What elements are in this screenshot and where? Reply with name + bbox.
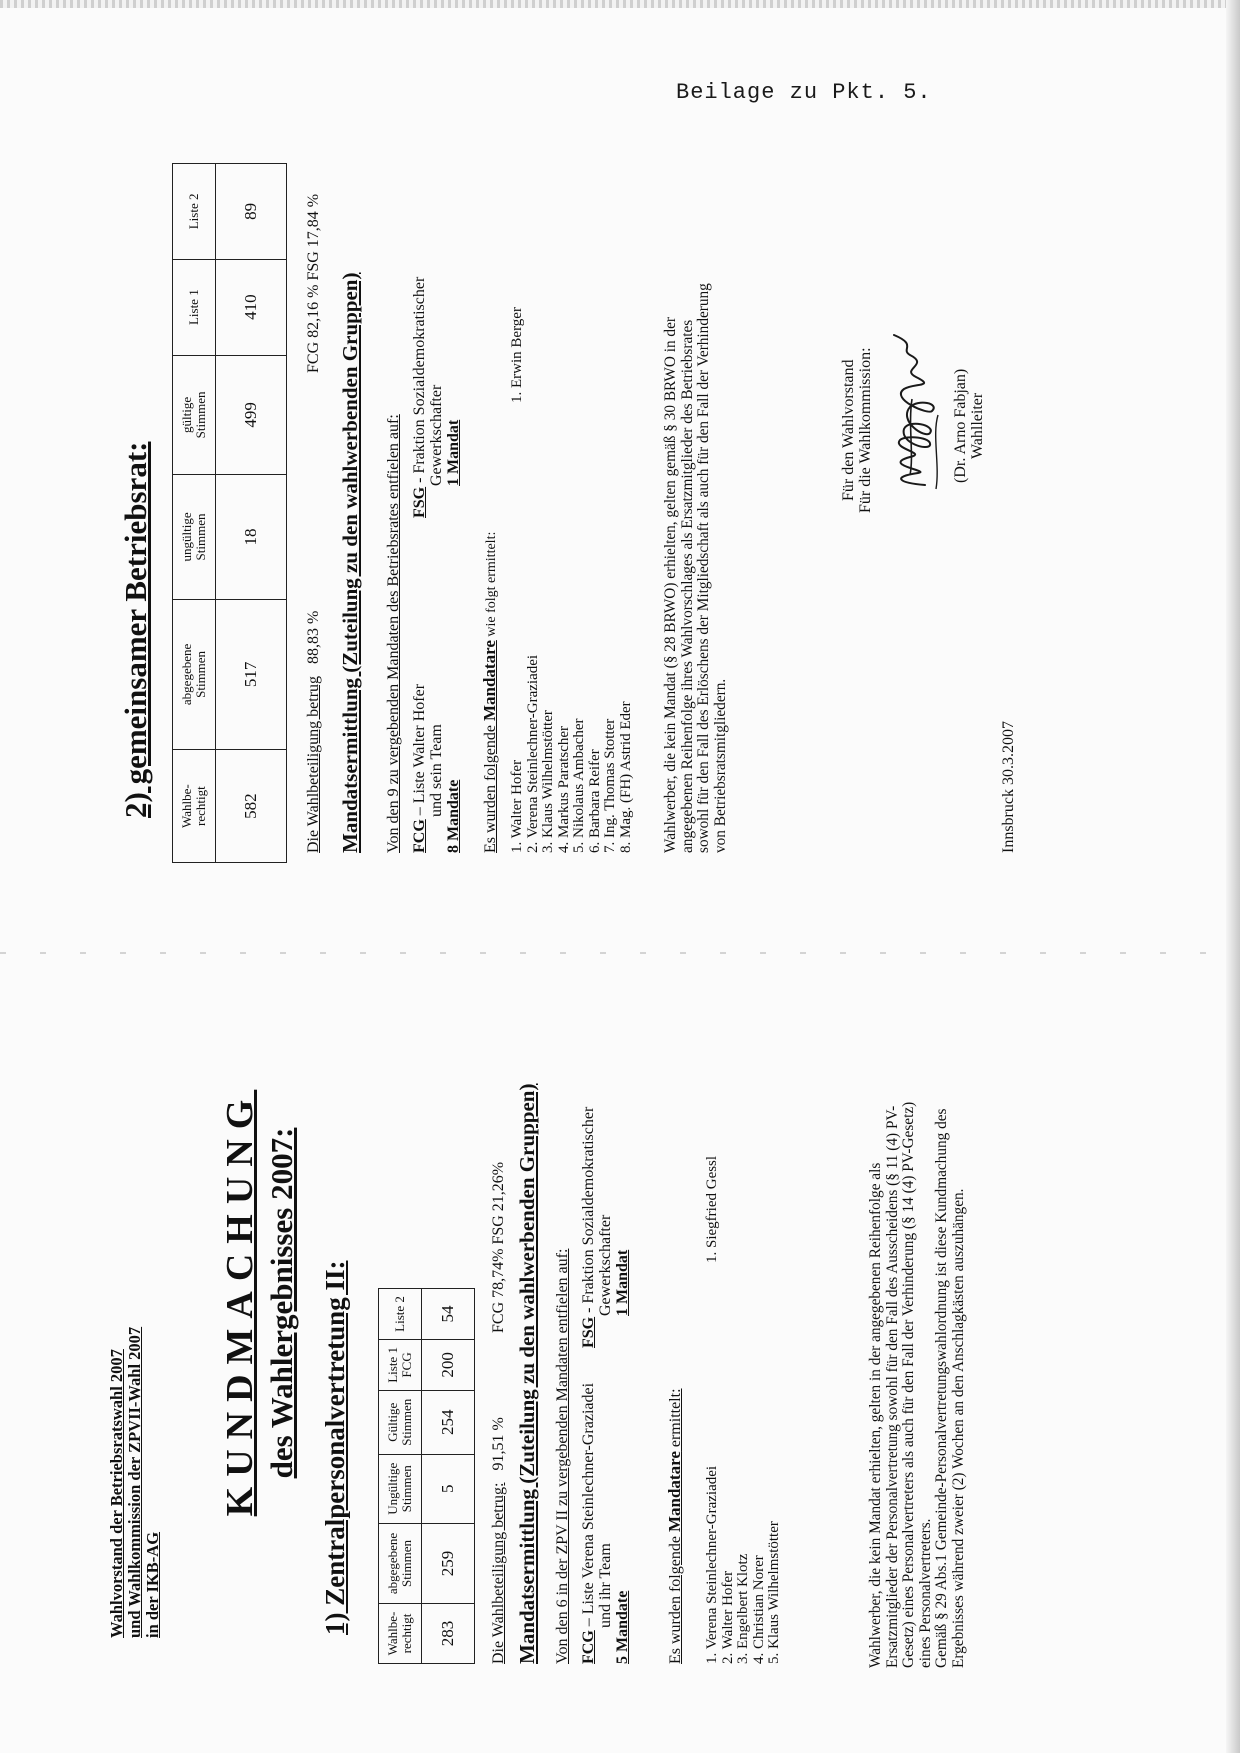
header-cell: ungültige Stimmen	[179, 512, 208, 562]
header-cell: Wahlbe- rechtigt	[179, 784, 208, 828]
br-turnout	[305, 611, 323, 853]
value-cell: 89	[216, 164, 287, 260]
header-cell: Liste 2	[186, 193, 201, 230]
value-cell: 5	[422, 1454, 475, 1523]
list-item: 7. Ing. Thomas Stotter	[602, 718, 618, 853]
list-item: 1. Siegfried Gessl	[704, 1155, 720, 1263]
zpv-fsg-list	[705, 1156, 721, 1263]
signer-block	[952, 369, 986, 483]
col-eligible	[379, 1604, 422, 1664]
br-mandate-intro: Von den 9 zu vergebenden Mandaten des Betriebsrates entfielen auf:	[385, 414, 402, 853]
sign-for-1: Für den Wahlvorstand	[840, 359, 857, 501]
col-valid	[379, 1390, 422, 1454]
col-eligible	[173, 750, 216, 863]
br-results-table	[172, 163, 287, 863]
zpv-mandate-intro: Von den 6 in der ZPV II zu vergebenden Mandaten entfielen auf:	[554, 1248, 571, 1664]
list-item: 8. Mag. (FH) Astrid Eder	[617, 701, 634, 853]
place-date: Innsbruck 30.3.2007	[1000, 721, 1017, 853]
col-cast	[379, 1523, 422, 1603]
party-abbr: FSG	[411, 486, 428, 518]
signer-name: (Dr. Arno Fabjan)	[952, 368, 969, 483]
zpv-heading: 1) Zentralpersonalvertretung II:	[320, 1260, 350, 1635]
col-invalid	[173, 475, 216, 599]
table-header-row	[173, 164, 216, 863]
list-item: 2. Verena Steinlechner-Graziadei	[524, 654, 541, 853]
value-cell: 582	[216, 750, 287, 863]
header-cell: abgegebene Stimmen	[385, 1532, 414, 1595]
intro-c: wie folgt ermittelt:	[484, 531, 499, 641]
intro-a: Es wurden folgende	[482, 721, 499, 853]
party-name: – Liste Walter Hofer	[411, 683, 428, 820]
intro-c: ermittelt:	[667, 1388, 684, 1452]
value-cell: 18	[216, 475, 287, 599]
attachment-stamp: Beilage zu Pkt. 5.	[676, 80, 932, 105]
party-abbr: FSG	[580, 1316, 597, 1348]
table-header-row	[379, 1289, 422, 1664]
value-cell: 54	[422, 1289, 475, 1340]
party-mandates: 5 Mandate	[614, 1590, 631, 1664]
document-subtitle: des Wahlergebnisses 2007:	[264, 1127, 299, 1479]
header-cell: Liste 1 FCG	[385, 1347, 414, 1383]
zpv-fsg-block	[580, 1107, 631, 1348]
party-name: - Fraktion Sozialdemokratischer	[580, 1106, 597, 1317]
list-item: 6. Barbara Reifer	[586, 749, 603, 853]
value-cell: 254	[422, 1390, 475, 1454]
turnout-label: Die Wahlbeteiligung betrug	[305, 675, 322, 853]
organizer-line-2: und Wahlkommission der ZPVII-Wahl 2007	[125, 1326, 144, 1638]
list-item: 1. Erwin Berger	[509, 307, 525, 403]
footnote-line: angegebenen Reihenfolge ihres Wahlvorschlages als Ersatzmitglieder des Betriebsrates	[678, 319, 696, 853]
col-list-2	[173, 164, 216, 260]
br-shares: FCG 82,16 % FSG 17,84 %	[305, 193, 322, 373]
organizer-line-3: in der IKB-AG	[143, 1531, 162, 1638]
col-list-1	[379, 1339, 422, 1390]
table-row	[422, 1289, 475, 1664]
list-item: 1. Verena Steinlechner-Graziadei	[704, 1465, 720, 1664]
header-cell: Wahlbe- rechtigt	[385, 1611, 414, 1656]
turnout-value: 88,83 %	[305, 610, 322, 664]
turnout-label: Die Wahlbeteiligung betrug:	[490, 1482, 507, 1664]
document-title: KUNDMACHUNG	[219, 1089, 261, 1517]
zpv-fcg-block	[580, 1383, 631, 1664]
zpv-shares: FCG 78,74% FSG 21,26%	[490, 1161, 507, 1333]
footnote-line: Gesetz) eines Personalvertreters als auch für den Fall der Verhinderung (§ 14 (4) PV-Gesetz)	[900, 1101, 918, 1668]
party-name-2: und sein Team	[428, 724, 445, 817]
col-list-1	[173, 259, 216, 355]
signer-role: Wahlleiter	[969, 392, 986, 460]
party-name-2: Gewerkschafter	[428, 384, 445, 486]
value-cell: 200	[422, 1339, 475, 1390]
party-name: - Fraktion Sozialdemokratischer	[411, 276, 428, 487]
zpv-results-table	[378, 1288, 475, 1664]
br-fcg-list	[510, 655, 634, 853]
list-item: 2. Walter Hofer	[719, 1570, 736, 1664]
intro-b: Mandatare	[665, 1451, 684, 1533]
table-row	[216, 164, 287, 863]
intro-b: Mandatare	[480, 640, 499, 722]
header-cell: gültige Stimmen	[179, 391, 208, 439]
party-mandates: 1 Mandat	[445, 419, 462, 486]
zpv-footnote	[868, 1102, 968, 1668]
zpv-elected-intro	[665, 1388, 685, 1664]
list-item: 5. Klaus Wilhelmstötter	[766, 1521, 782, 1664]
footnote-line: von Betriebsratsmitgliedern.	[711, 678, 729, 853]
list-item: 1. Walter Hofer	[509, 759, 525, 853]
br-fcg-block	[411, 684, 462, 853]
br-footnote	[663, 283, 729, 853]
footnote-line: Gemäß § 29 Abs.1 Gemeinde-Personalvertretungswahlordnung ist diese Kundmachung des	[933, 1108, 951, 1668]
footnote-line: eines Personalvertreters.	[916, 1518, 934, 1668]
br-fsg-block	[411, 277, 462, 518]
zpv-turnout	[490, 1417, 508, 1664]
intro-a: Es wurden folgende	[667, 1532, 684, 1664]
turnout-value: 91,51 %	[490, 1417, 507, 1471]
party-mandates: 1 Mandat	[614, 1249, 631, 1316]
value-cell: 283	[422, 1604, 475, 1664]
br-fsg-list	[510, 307, 526, 403]
header-cell: Ungültige Stimmen	[385, 1462, 414, 1515]
party-mandates: 8 Mandate	[445, 779, 462, 853]
party-name-2: Gewerkschafter	[597, 1214, 614, 1316]
organizer-header	[108, 1327, 162, 1638]
footnote-line: Wahlwerber, die kein Mandat erhielten, gelten in der angegebenen Reihenfolge als	[867, 1162, 884, 1668]
zpv-mandate-heading: Mandatsermittlung (Zuteilung zu den wahlwerbenden Gruppen)	[515, 1083, 539, 1664]
footnote-line: Wahlwerber, die kein Mandat (§ 28 BRWO) erhielten, gelten gemäß § 30 BRWO in der	[662, 317, 679, 853]
br-mandate-heading: Mandatsermittlung (Zuteilung zu den wahlwerbenden Gruppen)	[338, 272, 362, 853]
col-list-2	[379, 1289, 422, 1340]
header-cell: Liste 2	[392, 1296, 407, 1332]
br-elected-intro	[480, 532, 500, 853]
value-cell: 410	[216, 259, 287, 355]
col-invalid	[379, 1454, 422, 1523]
value-cell: 259	[422, 1523, 475, 1603]
list-item: 4. Markus Paratscher	[555, 725, 572, 853]
header-cell: Liste 1	[186, 289, 201, 326]
party-name-2: und ihr Team	[597, 1543, 614, 1628]
footnote-line: Ersatzmitglieder der Personalvertretung sowohl für den Fall des Ausscheidens (§ 11 (4) PV-	[883, 1105, 901, 1668]
br-heading: 2) gemeinsamer Betriebsrat:	[118, 441, 153, 818]
value-cell: 499	[216, 355, 287, 475]
header-cell: abgegebene Stimmen	[179, 643, 208, 706]
party-abbr: FCG	[411, 819, 428, 853]
signature-block-label	[840, 347, 874, 513]
col-cast	[173, 599, 216, 750]
party-abbr: FCG	[580, 1630, 597, 1664]
value-cell: 517	[216, 599, 287, 750]
handwritten-signature	[870, 325, 950, 495]
sign-for-2: Für die Wahlkommission:	[857, 347, 874, 513]
list-item: 5. Nikolaus Ambacher	[571, 718, 587, 853]
footnote-line: Ergebnisses während zweier (2) Wochen an den Anschlagkästen auszuhängen.	[949, 1188, 967, 1668]
list-item: 3. Klaus Wilhelmstötter	[540, 710, 556, 853]
list-item: 4. Christian Norer	[750, 1555, 767, 1664]
footnote-line: sowohl für den Fall des Erlöschens der Mitgliedschaft als auch für den Fall der Verhinderung	[695, 283, 713, 853]
organizer-line-1: Wahlvorstand der Betriebsratswahl 2007	[107, 1349, 126, 1638]
list-item: 3. Engelbert Klotz	[735, 1553, 751, 1664]
col-valid	[173, 355, 216, 475]
header-cell: Gültige Stimmen	[385, 1398, 414, 1446]
zpv-panel	[0, 953, 1240, 1753]
zpv-fcg-list	[705, 1466, 783, 1664]
party-name: – Liste Verena Steinlechner-Graziadei	[580, 1382, 597, 1631]
